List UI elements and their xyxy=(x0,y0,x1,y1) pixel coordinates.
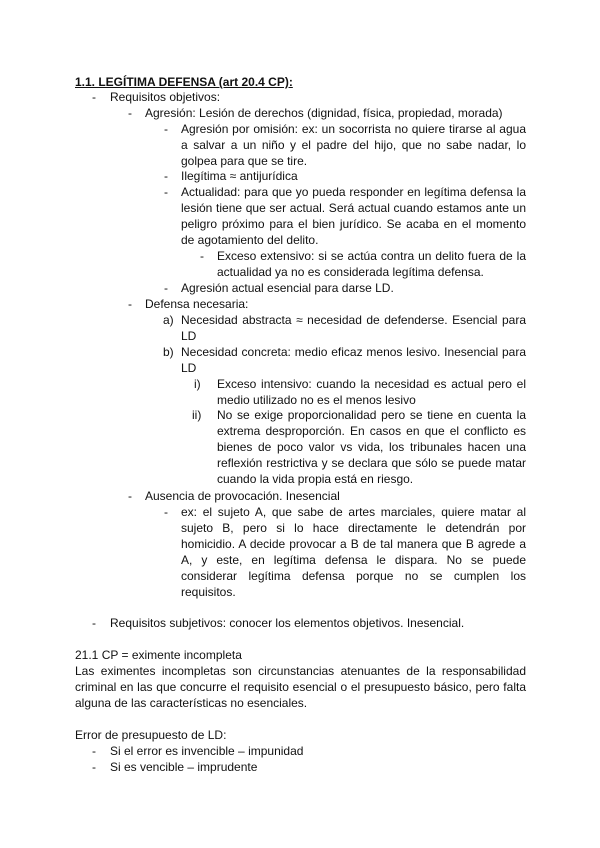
error-item: Si es vencible – imprudente xyxy=(110,760,258,774)
error-title: Error de presupuesto de LD: xyxy=(75,728,227,742)
bullet-dash: - xyxy=(128,106,132,120)
ilegitima-text: Ilegítima ≈ antijurídica xyxy=(181,169,298,183)
bullet-dash: - xyxy=(128,297,132,311)
bullet-dash: - xyxy=(92,744,96,758)
defensa-necesaria-label: Defensa necesaria: xyxy=(145,297,249,311)
actualidad-text: Actualidad: para que yo pueda responder en legítima defensa la lesión tiene que ser actual. Será actual cuando estamos ante un peligro próximo para el bien jurídico. Se acaba en el momento de agotamiento del delito. xyxy=(181,185,526,247)
necesidad-abstracta-text: Necesidad abstracta ≈ necesidad de defenderse. Esencial para LD xyxy=(181,313,526,343)
bullet-dash: - xyxy=(164,281,168,295)
bullet-dash: - xyxy=(164,122,168,136)
bullet-dash: - xyxy=(92,760,96,774)
provocacion-label: Ausencia de provocación. Inesencial xyxy=(145,489,340,503)
exceso-intensivo-text: Exceso intensivo: cuando la necesidad es actual pero el medio utilizado no es el menos lesivo xyxy=(217,377,526,407)
section-heading: 1.1. LEGÍTIMA DEFENSA (art 20.4 CP): xyxy=(75,75,293,89)
agresion-label: Agresión: Lesión de derechos (dignidad, física, propiedad, morada) xyxy=(145,106,503,120)
provocacion-ejemplo-text: ex: el sujeto A, que sabe de artes marciales, quiere matar al sujeto B, pero si lo hace directamente le detendrán por homicidio. A decide provocar a B de tal manera que B agrede a A, y este, en legítima defensa le dispara. No se puede considerar legítima defensa porque no se cumplen los requisitos. xyxy=(181,505,526,599)
bullet-dash: - xyxy=(164,505,168,519)
bullet-dash: - xyxy=(92,90,96,104)
bullet-dash: - xyxy=(92,616,96,630)
necesidad-concreta-text: Necesidad concreta: medio eficaz menos lesivo. Inesencial para LD xyxy=(181,345,526,375)
error-item: Si el error es invencible – impunidad xyxy=(110,744,304,758)
eximente-paragraph: Las eximentes incompletas son circunstancias atenuantes de la responsabilidad criminal en las que concurre el requisito esencial o el presupuesto básico, pero falta alguna de las características no esenciales. xyxy=(75,664,526,710)
eximente-title: 21.1 CP = eximente incompleta xyxy=(75,648,242,662)
bullet-dash: - xyxy=(128,489,132,503)
bullet-dash: - xyxy=(164,169,168,183)
requisitos-objetivos-label: Requisitos objetivos: xyxy=(110,90,221,104)
requisitos-subjetivos-text: Requisitos subjetivos: conocer los elementos objetivos. Inesencial. xyxy=(110,616,465,630)
list-marker-i: i) xyxy=(194,377,201,391)
bullet-dash: - xyxy=(164,185,168,199)
exceso-extensivo-text: Exceso extensivo: si se actúa contra un delito fuera de la actualidad ya no es considerada legítima defensa. xyxy=(217,249,526,279)
bullet-dash: - xyxy=(200,249,204,263)
list-marker-b: b) xyxy=(163,345,174,359)
agresion-actual-text: Agresión actual esencial para darse LD. xyxy=(181,281,394,295)
proporcionalidad-text: No se exige proporcionalidad pero se tiene en cuenta la extrema desproporción. En casos en que el conflicto es bienes de poco valor vs vida, los tribunales hacen una reflexión restrictiva y se declara que sólo se puede matar cuando la vida propia está en riesgo. xyxy=(217,408,526,486)
agresion-omision-text: Agresión por omisión: ex: un socorrista no quiere tirarse al agua a salvar a un niño y el padre del hijo, que no sabe nadar, lo golpea para que se tire. xyxy=(181,122,526,168)
list-marker-a: a) xyxy=(163,313,174,327)
list-marker-ii: ii) xyxy=(192,408,202,422)
